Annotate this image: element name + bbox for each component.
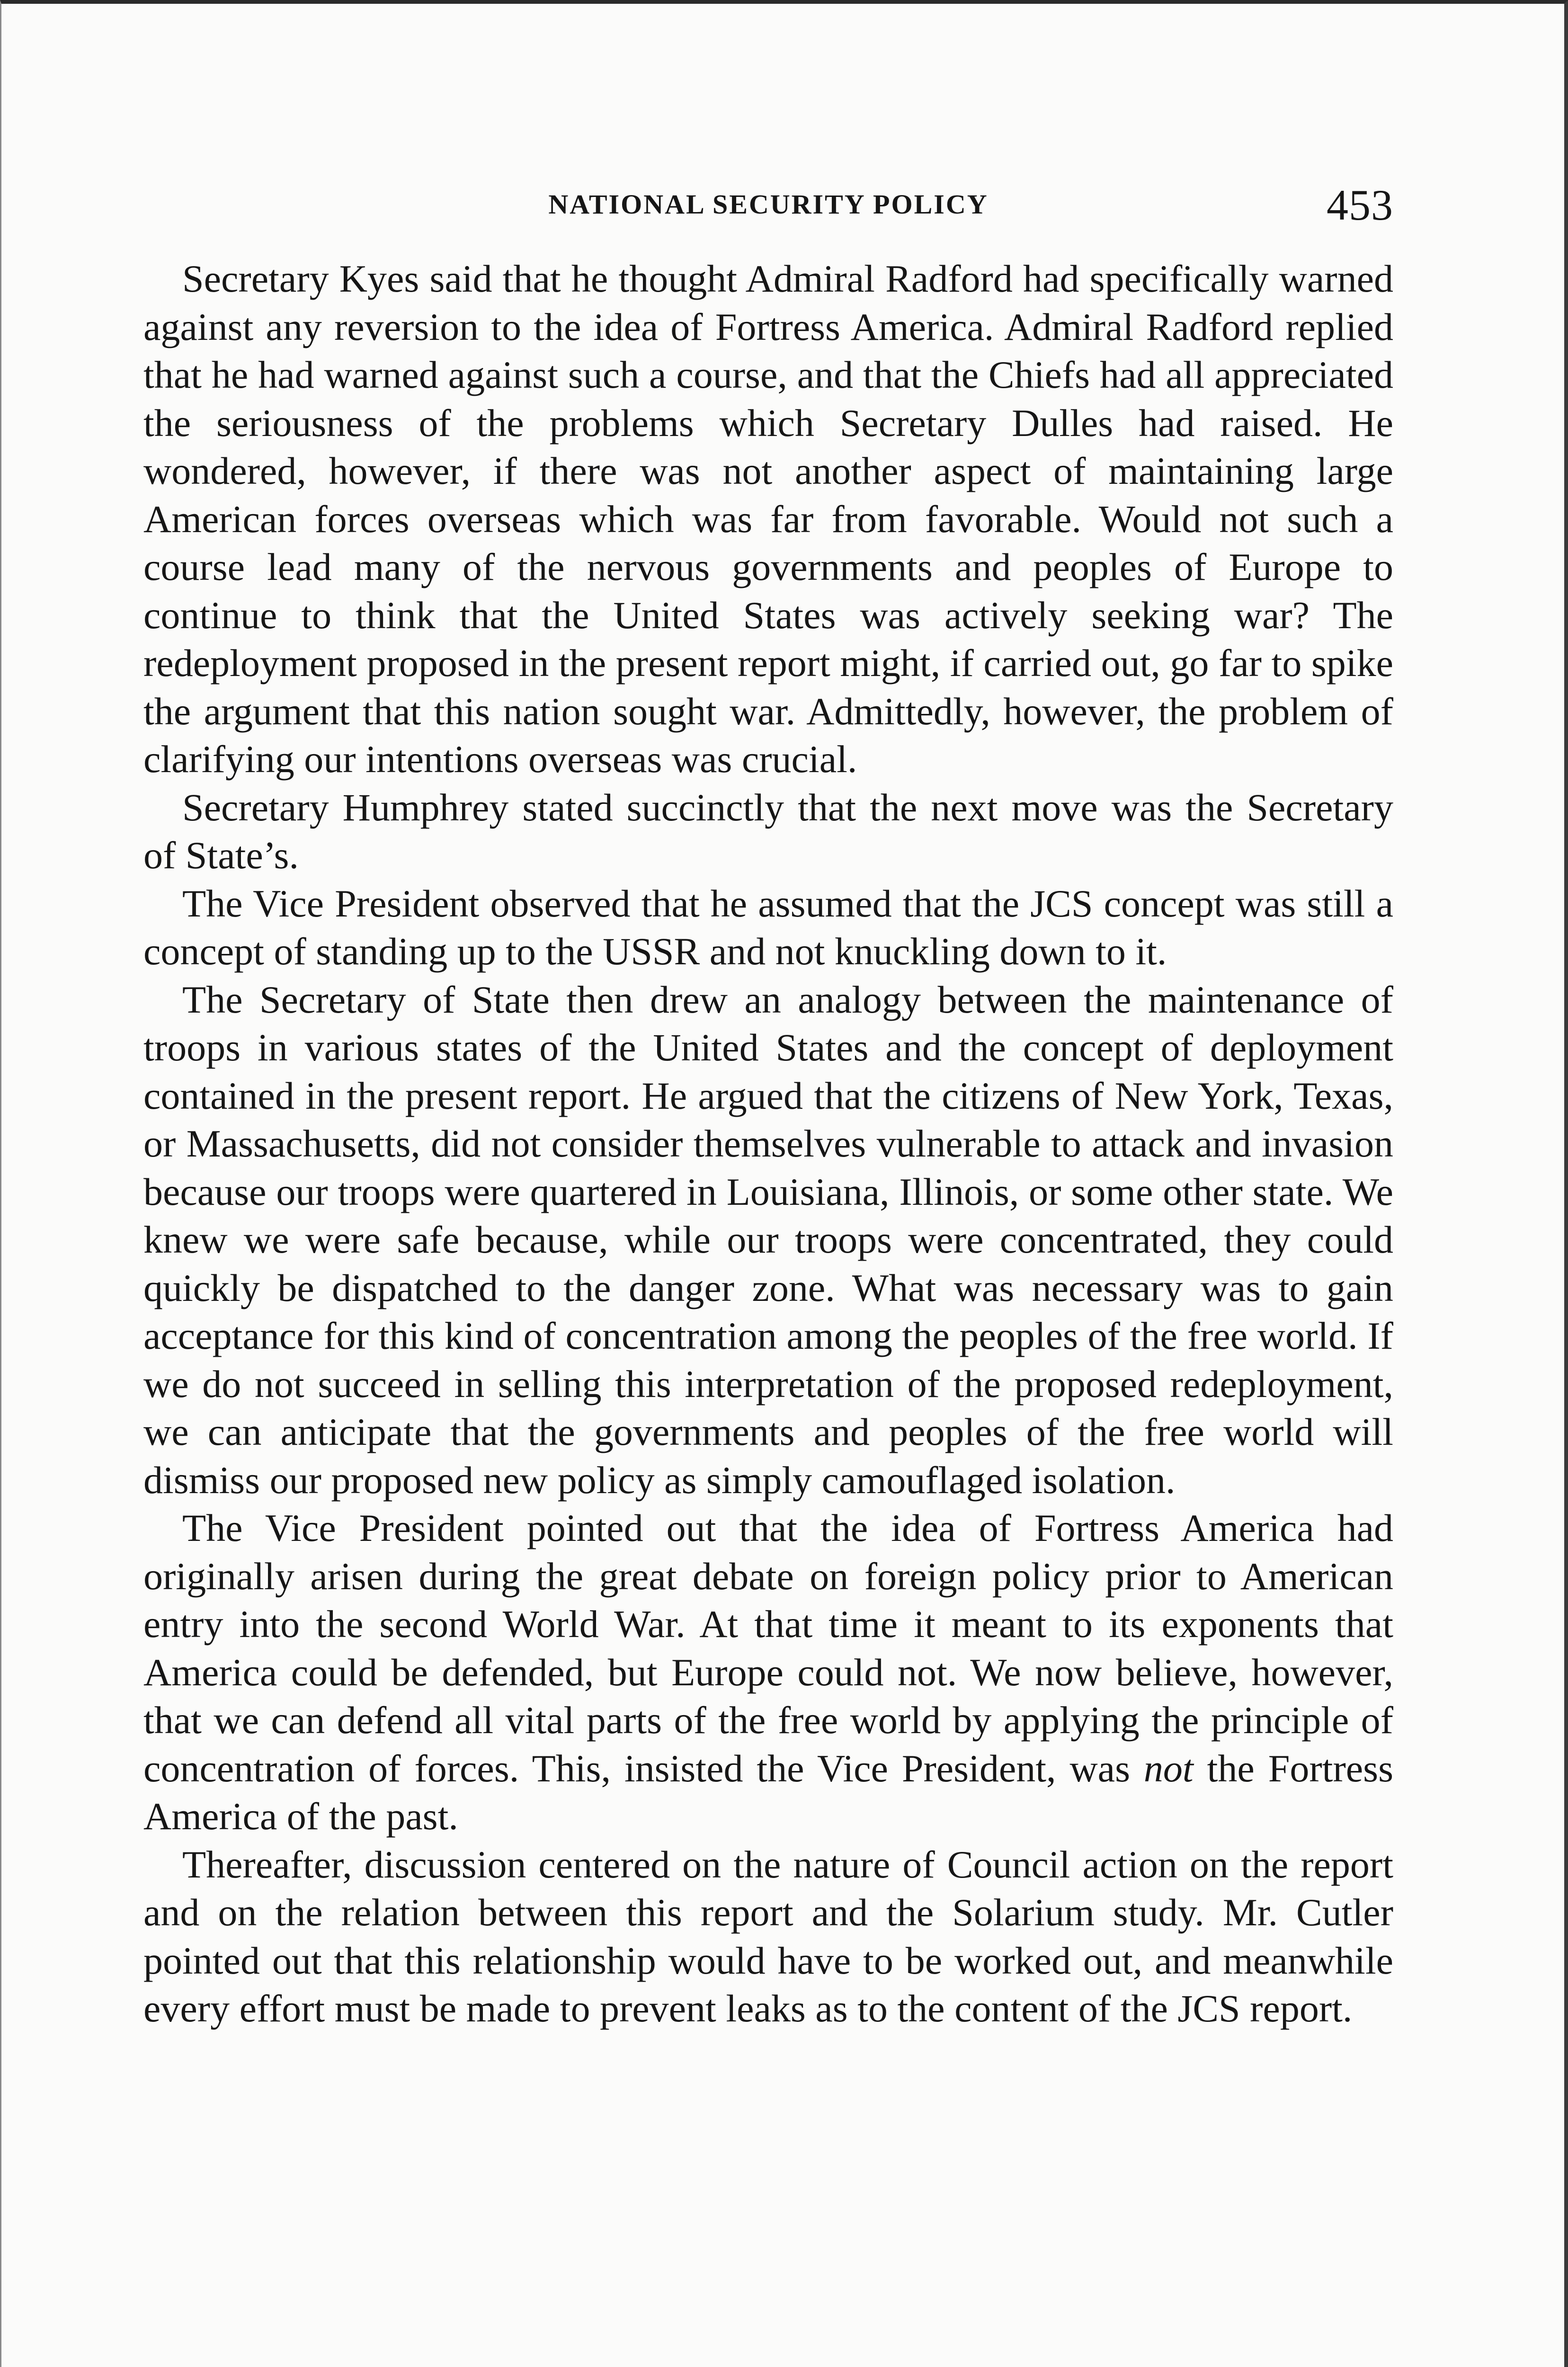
paragraph-kyes-radford: Secretary Kyes said that he thought Admiral Radford had specifically warned against any reversion to the idea of Fortress America. Admiral Radford replied that he had warned against such a course, and that the Chiefs had all appreciated the seriousness of the problems which Secretary Dulles had raised. He wondered, however, if there was not another aspect of maintaining large American forces overseas which was far from favorable. Would not such a course lead many of the nervous governments and peoples of Europe to continue to think that the United States was actively seeking war? The redeployment proposed in the present report might, if carried out, go far to spike the argument that this nation sought war. Admittedly, however, the problem of clarifying our intentions overseas was crucial. (143, 257, 1393, 781)
paragraph-council-action: Thereafter, discussion centered on the nature of Council action on the report and on the relation between this report and the Solarium study. Mr. Cutler pointed out that this relationship would have to be worked out, and meanwhile every effort must be made to prevent leaks as to the content of the JCS report. (143, 1842, 1393, 2030)
paragraph-vice-president-jcs: The Vice President observed that he assumed that the JCS concept was still a concept of standing up to the USSR and not knuckling down to it. (143, 881, 1393, 973)
paragraph-secretary-of-state-analogy: The Secretary of State then drew an analogy between the maintenance of troops in various states of the United States and the concept of deployment contained in the present report. He argued that the citizens of New York, Texas, or Massachusetts, did not consider themselves vulnerable to attack and invasion because our troops were quartered in Louisiana, Illinois, or some other state. We knew we were safe because, while our troops were concentrated, they could quickly be dispatched to the danger zone. What was necessary was to gain acceptance for this kind of concentration among the peoples of the free world. If we do not succeed in selling this interpretation of the proposed redeployment, we can anticipate that the governments and peoples of the free world will dismiss our proposed new policy as simply camouflaged isolation. (143, 978, 1393, 1502)
paragraph-humphrey: Secretary Humphrey stated succinctly that the next move was the Secretary of State’s. (143, 785, 1393, 877)
paragraph-text-after-emphasis: the Fortress America of the past. (143, 1746, 1393, 1838)
page-number: 453 (1327, 181, 1393, 229)
paragraph-vice-president-fortress-america (143, 1504, 1393, 1841)
emphasized-word: not (1143, 1746, 1194, 1790)
body-text (143, 255, 1393, 2033)
running-head: NATIONAL SECURITY POLICY (548, 189, 989, 220)
page-header (143, 180, 1393, 232)
paragraph-text-before-emphasis: The Vice President pointed out that the idea of Fortress America had originally arisen during the great debate on foreign policy prior to American entry into the second World War. At that time it meant to its exponents that America could be defended, but Europe could not. We now believe, however, that we can defend all vital parts of the free world by applying the principle of concentration of forces. This, insisted the Vice President, was (143, 1506, 1393, 1790)
